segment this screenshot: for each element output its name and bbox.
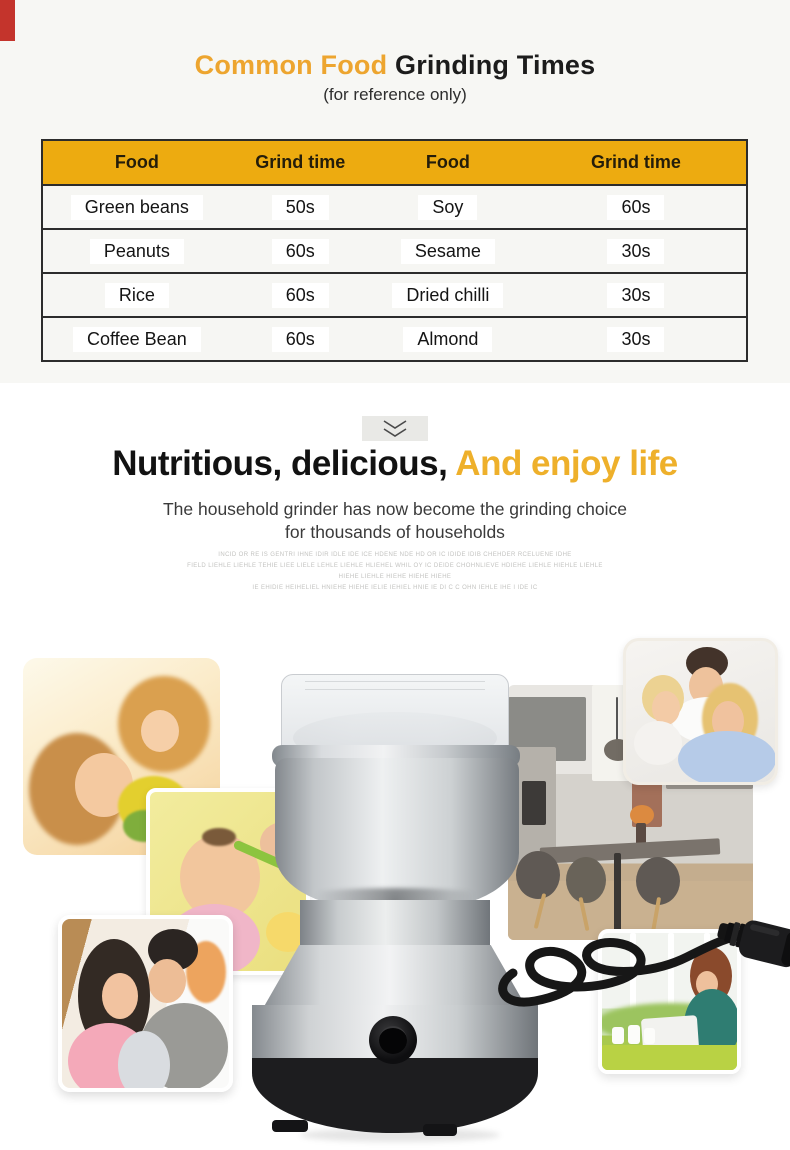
table-header-food-2: Food — [425, 152, 470, 172]
power-plug — [714, 913, 790, 970]
cell-food — [43, 283, 231, 308]
photo-detail — [102, 973, 138, 1019]
section-heading-black: Nutritious, delicious, — [112, 444, 448, 483]
table-header-food-1: Food — [114, 152, 159, 172]
cell-time — [231, 195, 370, 220]
cell-time — [231, 327, 370, 352]
fine-print — [185, 550, 605, 594]
table-row — [43, 272, 746, 316]
page-title-rest: Grinding Times — [387, 50, 596, 80]
lid-detail — [305, 681, 486, 682]
cell-food — [43, 239, 231, 264]
photo-detail — [148, 959, 186, 1003]
table-detail — [540, 838, 721, 863]
cup-detail — [628, 1025, 640, 1044]
fine-print-line: INCID OR RE IS GENTRI IHNE IDIR IDLE IDE ICE HDENE NDE HD OR IC IDIDE IDIB CHEHDER RCELUENE IDHE — [218, 552, 572, 558]
scroll-hint — [362, 416, 428, 441]
grinder-foot — [423, 1124, 457, 1136]
cell-time — [526, 283, 746, 308]
red-corner-mark — [0, 0, 15, 41]
cup-detail — [644, 1028, 655, 1044]
photo-detail — [202, 828, 236, 846]
cell-text: Sesame — [401, 239, 495, 264]
cell-time — [526, 239, 746, 264]
subheading-line-2: for thousands of households — [285, 522, 505, 542]
lid-detail — [305, 689, 486, 690]
grinder-steel-bowl — [275, 758, 519, 908]
lamp-detail — [616, 697, 618, 741]
cell-text: 60s — [272, 327, 329, 352]
chair-detail — [516, 851, 560, 899]
cell-time — [231, 283, 370, 308]
table-row — [43, 228, 746, 272]
grinder-foot — [272, 1120, 308, 1132]
photo-detail — [118, 1031, 170, 1092]
cell-text: Dried chilli — [392, 283, 503, 308]
cell-food — [43, 195, 231, 220]
cord-path — [503, 935, 741, 1002]
grinder-clear-lid — [281, 674, 509, 756]
section-subheading — [0, 498, 790, 544]
photo-couple-in-kitchen — [58, 915, 233, 1092]
photo-detail — [652, 691, 680, 725]
fine-print-line: IE EHIDIE HEIHELIEL HNIEHE HIEHE IELIE IEHIEL HNIE IE DI C C OHN IEHLE IHE I IDE IC — [252, 585, 538, 591]
photo-detail — [678, 731, 776, 785]
cell-time — [526, 195, 746, 220]
power-button-inner — [379, 1026, 407, 1054]
photo-family-portrait — [623, 638, 778, 785]
flowers-detail — [630, 805, 654, 825]
cell-food — [370, 239, 526, 264]
cell-text: Soy — [418, 195, 477, 220]
cell-text: 60s — [272, 283, 329, 308]
table-row — [43, 316, 746, 360]
page-title — [0, 50, 790, 81]
cell-text: Rice — [105, 283, 169, 308]
grinding-times-section — [0, 0, 790, 383]
power-cord — [495, 895, 790, 1025]
cell-time — [526, 327, 746, 352]
cell-text: 50s — [272, 195, 329, 220]
photo-detail — [522, 781, 546, 825]
photo-detail — [141, 710, 179, 752]
cell-text: Peanuts — [90, 239, 184, 264]
grinder-neck — [300, 900, 490, 950]
section-heading — [0, 444, 790, 484]
table-header-grindtime-2: Grind time — [590, 152, 681, 172]
table-header-row — [43, 141, 746, 184]
cell-text: 60s — [272, 239, 329, 264]
page-title-highlight: Common Food — [194, 50, 388, 80]
fine-print-line: FIELD LIEHLE LIEHLE TEHIE LIEE LIELE LEHLE LIEHLE HLIEHEL WHIL OY IC DEIDE CHOHNLIEVE HDIEHE LIEHLE HIEHLE LIEHLE HIEHE LIEHLE HIEHE HIEHE HIEHE — [187, 563, 603, 580]
reference-note: (for reference only) — [323, 85, 467, 104]
cell-text: 60s — [607, 195, 664, 220]
cell-text: Green beans — [71, 195, 203, 220]
grinder-base-flare — [262, 945, 528, 1010]
cell-text: 30s — [607, 239, 664, 264]
table-row — [43, 184, 746, 228]
cell-food — [43, 327, 231, 352]
double-chevron-down-icon — [378, 419, 412, 439]
cell-food — [370, 195, 526, 220]
cell-time — [231, 239, 370, 264]
cup-detail — [612, 1027, 624, 1044]
cell-text: 30s — [607, 283, 664, 308]
table-header-grindtime-1: Grind time — [255, 152, 346, 172]
desk-detail — [602, 1045, 741, 1071]
cell-text: Coffee Bean — [73, 327, 201, 352]
cell-text: 30s — [607, 327, 664, 352]
cell-food — [370, 327, 526, 352]
grind-times-table — [41, 139, 748, 362]
subheading-line-1: The household grinder has now become the grinding choice — [162, 499, 628, 519]
cell-text: Almond — [403, 327, 492, 352]
power-button — [369, 1016, 417, 1064]
photo-detail — [634, 721, 682, 765]
cell-food — [370, 283, 526, 308]
section-heading-orange: And enjoy life — [447, 444, 678, 483]
